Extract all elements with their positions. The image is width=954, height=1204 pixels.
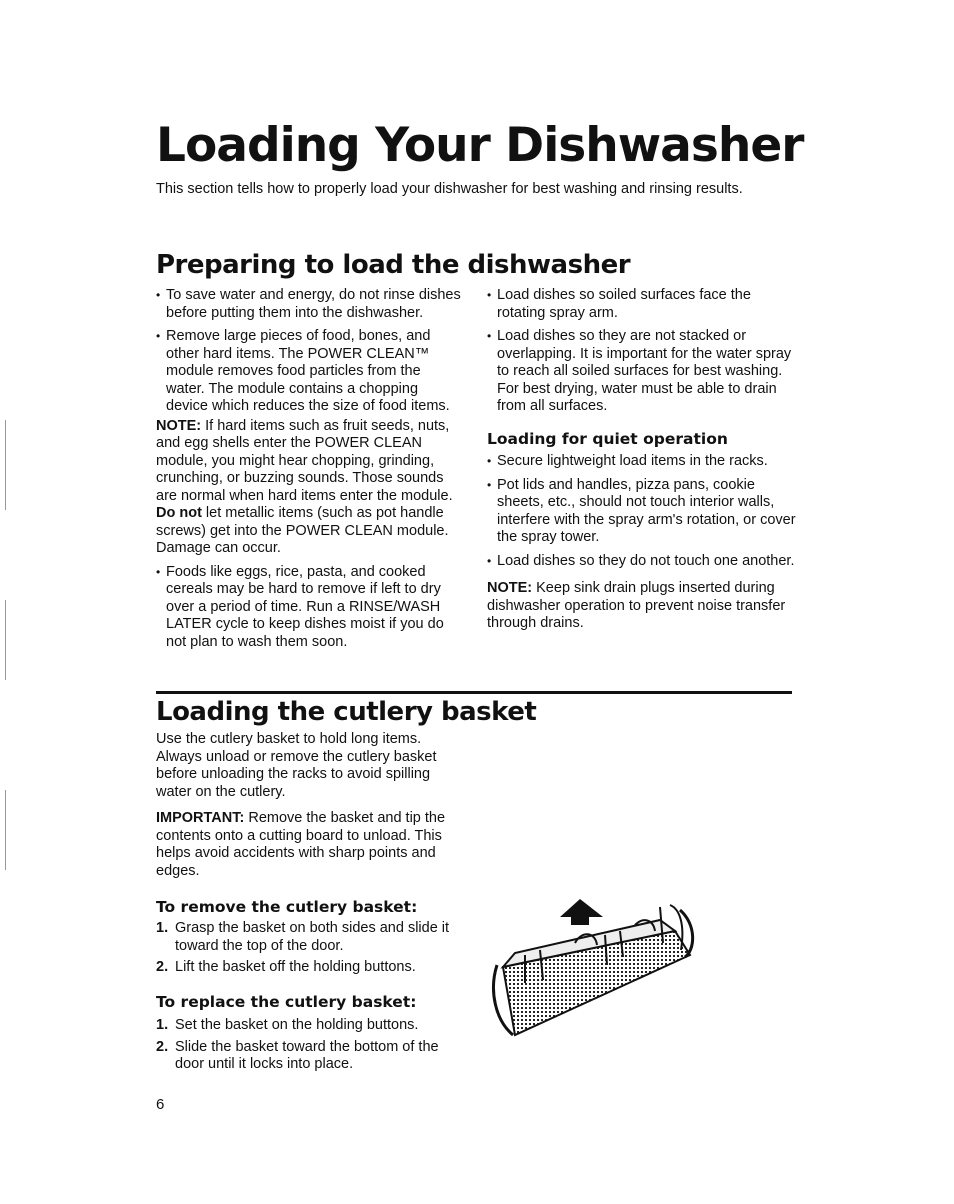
- preparing-heading: Preparing to load the dishwasher: [156, 250, 631, 280]
- list-item: [156, 1039, 461, 1074]
- list-item: • Remove large pieces of food, bones, and other hard items. The POWER CLEAN™ module removes food particles from the water. The module contains a chopping device which reduces the size of food items.: [156, 328, 461, 416]
- note-label: NOTE:: [156, 417, 202, 434]
- step-text: Set the basket on the holding buttons.: [175, 1017, 419, 1033]
- scan-edge-mark: [5, 420, 6, 510]
- note-text: If hard items such as fruit seeds, nuts, and egg shells enter the POWER CLEAN module, you might hear chopping, grinding, crunching, or buzzing sounds. Those sounds are normal when hard items enter the module.: [156, 417, 453, 504]
- replace-steps: [156, 1017, 461, 1078]
- list-item: • Load dishes so they are not stacked or overlapping. It is important for the water spray to reach all soiled surfaces for best washing. For best drying, water must be able to drain from all surfaces.: [487, 328, 799, 416]
- replace-heading: To replace the cutlery basket:: [156, 993, 417, 1011]
- remove-heading: To remove the cutlery basket:: [156, 898, 418, 916]
- note-label: NOTE:: [487, 580, 533, 596]
- scan-edge-mark: [5, 600, 6, 680]
- preparing-left-column: [156, 287, 461, 657]
- page-title: Loading Your Dishwasher: [156, 118, 804, 173]
- step-number: 1.: [156, 1017, 169, 1033]
- power-clean-note: [156, 418, 461, 558]
- list-item: • Secure lightweight load items in the racks.: [487, 453, 799, 471]
- list-item: • Pot lids and handles, pizza pans, cookie sheets, etc., should not touch interior walls, interfere with the spray arm's rotation, or cover the spray tower.: [487, 477, 799, 547]
- step-number: 2.: [156, 1038, 169, 1055]
- list-item: [156, 1017, 461, 1035]
- important-para: [156, 810, 461, 880]
- quiet-column: [487, 453, 799, 639]
- cutlery-intro: [156, 731, 461, 886]
- preparing-right-column: [487, 287, 799, 422]
- note-bold: Do not: [156, 505, 202, 521]
- list-item: • Foods like eggs, rice, pasta, and cooked cereals may be hard to remove if left to dry over a period of time. Run a RINSE/WASH LATER cycle to keep dishes moist if you do not plan to wash them soon.: [156, 564, 461, 652]
- list-item: [156, 959, 461, 977]
- page-number: 6: [156, 1096, 165, 1113]
- important-label: IMPORTANT:: [156, 810, 245, 826]
- remove-steps: [156, 920, 461, 981]
- step-text: Slide the basket toward the bottom of the door until it locks into place.: [175, 1038, 439, 1072]
- step-number: 1.: [156, 920, 169, 936]
- list-item: • Load dishes so soiled surfaces face the rotating spray arm.: [487, 287, 799, 322]
- important-text: Remove the basket and tip the contents onto a cutting board to unload. This helps avoid accidents with sharp points and edges.: [156, 810, 446, 879]
- intro-text: This section tells how to properly load your dishwasher for best washing and rinsing results.: [156, 181, 743, 197]
- step-number: 2.: [156, 959, 169, 975]
- section-divider: [156, 691, 792, 694]
- quiet-note: [487, 580, 799, 633]
- scan-edge-mark: [5, 790, 6, 870]
- up-arrow-icon: [560, 899, 603, 925]
- step-text: Grasp the basket on both sides and slide it toward the top of the door.: [175, 920, 450, 954]
- list-item: [156, 920, 461, 955]
- quiet-heading: Loading for quiet operation: [487, 430, 728, 448]
- list-item: • Load dishes so they do not touch one another.: [487, 553, 799, 571]
- step-text: Lift the basket off the holding buttons.: [175, 959, 416, 975]
- note-text: Keep sink drain plugs inserted during dishwasher operation to prevent noise transfer through drains.: [487, 580, 786, 631]
- note-text: let metallic items (such as pot handle screws) get into the POWER CLEAN module. Damage can occur.: [156, 505, 449, 556]
- cutlery-heading: Loading the cutlery basket: [156, 697, 537, 727]
- cutlery-para: Use the cutlery basket to hold long items. Always unload or remove the cutlery basket before unloading the racks to avoid spilling water on the cutlery.: [156, 731, 437, 800]
- list-item: • To save water and energy, do not rinse dishes before putting them into the dishwasher.: [156, 287, 461, 322]
- cutlery-basket-illustration: [485, 895, 700, 1045]
